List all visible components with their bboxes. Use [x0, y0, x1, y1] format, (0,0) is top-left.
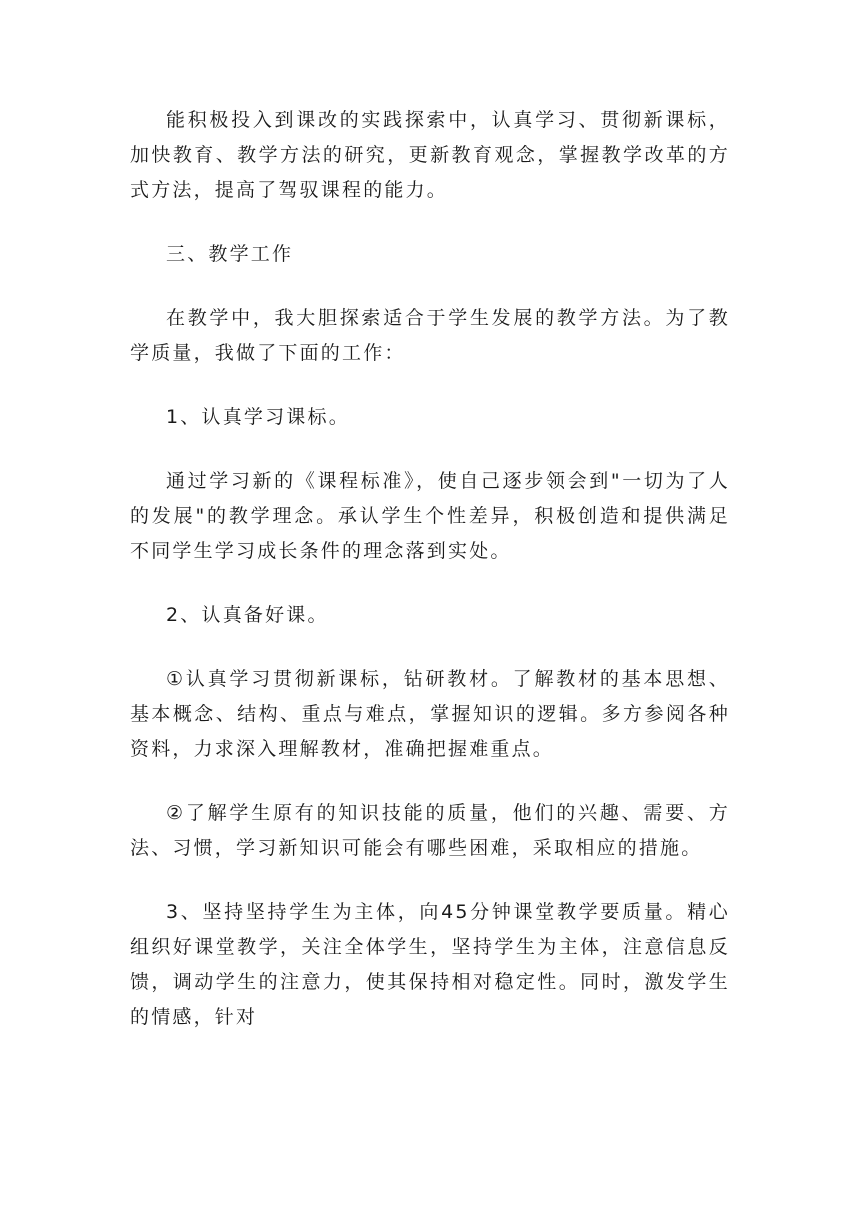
paragraph-prepare-point-1: ①认真学习贯彻新课标，钻研教材。了解教材的基本思想、基本概念、结构、重点与难点，掌握知识的逻辑。多方参阅各种资料，力求深入理解教材，准确把握难重点。	[130, 668, 730, 760]
section-heading-teaching-work: 三、教学工作	[166, 243, 294, 265]
item-heading-study-standards: 1、认真学习课标。	[166, 406, 350, 428]
paragraph-study-standards: 通过学习新的《课程标准》，使自己逐步领会到"一切为了人的发展"的教学理念。承认学生个性差异，积极创造和提供满足不同学生学习成长条件的理念落到实处。	[130, 470, 730, 562]
paragraph-prepare-point-2: ②了解学生原有的知识技能的质量，他们的兴趣、需要、方法、习惯，学习新知识可能会有哪些困难，采取相应的措施。	[130, 802, 730, 859]
paragraph-teaching-intro: 在教学中，我大胆探索适合于学生发展的教学方法。为了教学质量，我做了下面的工作：	[130, 307, 730, 364]
paragraph-curriculum-reform: 能积极投入到课改的实践探索中，认真学习、贯彻新课标，加快教育、教学方法的研究，更新教育观念，掌握教学改革的方式方法，提高了驾驭课程的能力。	[130, 109, 730, 201]
paragraph-student-centered: 3、坚持坚持学生为主体，向45分钟课堂教学要质量。精心组织好课堂教学，关注全体学生，坚持学生为主体，注意信息反馈，调动学生的注意力，使其保持相对稳定性。同时，激发学生的情感，针对	[130, 901, 730, 1028]
item-heading-prepare-lessons: 2、认真备好课。	[166, 604, 329, 626]
document-body	[130, 103, 730, 1064]
